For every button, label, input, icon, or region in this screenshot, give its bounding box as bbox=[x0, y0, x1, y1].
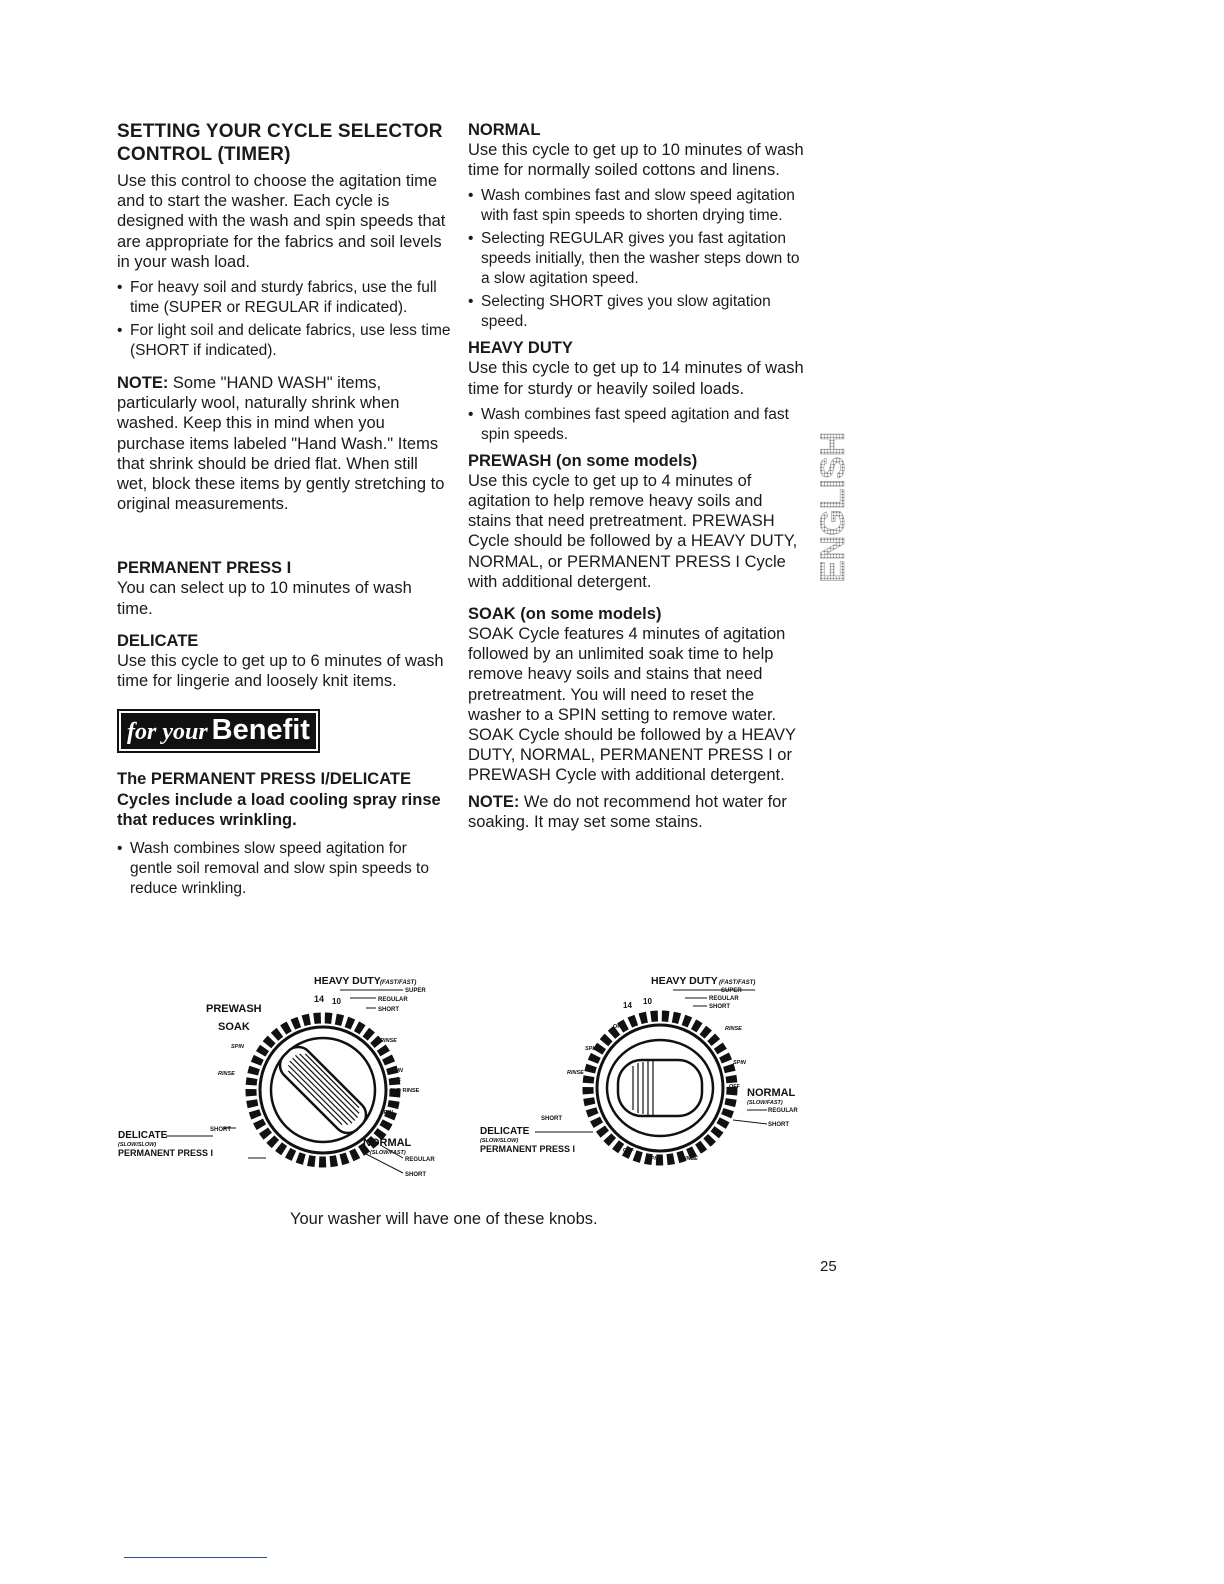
prewash-text: Use this cycle to get up to 4 minutes of agitation to help remove heavy soils and stains that need pretreatment. PREWASH Cycle should be followed by a HEAVY DUTY, NORMAL, or PERMANENT PRESS I Cycle with additional detergent. bbox=[468, 471, 798, 591]
perm-press-text: You can select up to 10 minutes of wash time. bbox=[117, 579, 412, 618]
hand-wash-note bbox=[117, 373, 452, 514]
knob-label-delicate: DELICATE bbox=[480, 1126, 530, 1137]
intro-paragraph: Use this control to choose the agitation time and to start the washer. Each cycle is designed with the wash and spin speeds that are appropriate for the fabrics and soil levels in your wash load. bbox=[117, 172, 446, 271]
knob-label-heavy-speed: (FAST/FAST) bbox=[380, 980, 417, 986]
perm-press-heading: PERMANENT PRESS I bbox=[117, 559, 292, 578]
prewash-heading: PREWASH (on some models) bbox=[468, 451, 698, 470]
knob-label-regular-top: REGULAR bbox=[378, 997, 408, 1003]
intro-bullet-list bbox=[117, 278, 452, 361]
knob-label-regular-bottom: REGULAR bbox=[405, 1157, 435, 1163]
knob-label-heavy-duty: HEAVY DUTY bbox=[314, 975, 381, 987]
knob-label-off-right: OFF bbox=[729, 1084, 740, 1090]
knob-label-short-bottom: SHORT bbox=[405, 1172, 426, 1178]
left-column bbox=[117, 120, 452, 905]
knob-label-regular-top: REGULAR bbox=[709, 996, 739, 1002]
knob-label-heavy-speed: (FAST/FAST) bbox=[719, 980, 756, 986]
knob-label-off-top: OFF bbox=[613, 1024, 624, 1030]
note-text: Some "HAND WASH" items, particularly wool, naturally shrink when washed. Keep this in mind when you purchase items labeled "Hand Wash." Items that shrink should be dried flat. When still wet, block these items by gently stretching to original measurements. bbox=[117, 374, 445, 514]
knob-label-14: 14 bbox=[314, 994, 325, 1004]
knob-label-delicate: DELICATE bbox=[118, 1130, 168, 1141]
normal-text: Use this cycle to get up to 10 minutes of wash time for normally soiled cottons and linens. bbox=[468, 141, 804, 180]
knob-label-spin-lower: SPIN bbox=[380, 1110, 393, 1116]
right-column bbox=[468, 120, 808, 838]
list-item: • For light soil and delicate fabrics, use less time (SHORT if indicated). bbox=[117, 321, 452, 361]
soak-text: SOAK Cycle features 4 minutes of agitation followed by an unlimited soak time to help remove heavy soils and stains that need pretreatment. You will need to reset the washer to a SPIN setting to remove water. SOAK Cycle should be followed by a HEAVY DUTY, NORMAL, PERMANENT PRESS I or PREWASH Cycle with additional detergent. bbox=[468, 625, 796, 785]
soak-heading: SOAK (on some models) bbox=[468, 605, 662, 624]
knob-label-spin-left: SPIN bbox=[231, 1044, 244, 1050]
knob-label-rinse-bottom: RINSE bbox=[681, 1156, 698, 1162]
delicate-text: Use this cycle to get up to 6 minutes of wash time for lingerie and loosely knit items. bbox=[117, 651, 444, 691]
knob-label-rinse-right: RINSE bbox=[725, 1026, 742, 1032]
language-side-tab bbox=[814, 405, 854, 585]
knob-label-off: OFF bbox=[390, 1078, 401, 1084]
knob-label-spin-left: SPIN bbox=[585, 1046, 598, 1052]
knob-label-short-left: SHORT bbox=[541, 1116, 562, 1122]
knob-label-rinse-left: RINSE bbox=[218, 1071, 235, 1077]
knob-label-10: 10 bbox=[643, 997, 652, 1006]
list-item: • Wash combines slow speed agitation for gentle soil removal and slow spin speeds to reduce wrinkling. bbox=[117, 839, 452, 899]
knob-label-rinse-left: RINSE bbox=[567, 1070, 584, 1076]
delicate-heading: DELICATE bbox=[117, 631, 199, 650]
knob-grip bbox=[618, 1060, 702, 1116]
knob-label-rinse-right: RINSE bbox=[380, 1038, 397, 1044]
list-item: • Wash combines fast and slow speed agitation with fast spin speeds to shorten drying time. bbox=[468, 186, 808, 226]
knob-label-delicate-speed: (SLOW/SLOW) bbox=[480, 1138, 519, 1144]
list-item: • For heavy soil and sturdy fabrics, use the full time (SUPER or REGULAR if indicated). bbox=[117, 278, 452, 318]
knob-label-spin-right: SPIN bbox=[390, 1068, 403, 1074]
knob-label-2nd-rinse: 2ND RINSE bbox=[390, 1088, 420, 1094]
knob-label-14: 14 bbox=[623, 1001, 632, 1010]
knob-label-off-bottom: OFF bbox=[623, 1148, 634, 1154]
knob-label-super: SUPER bbox=[721, 988, 742, 994]
knob-label-heavy-duty: HEAVY DUTY bbox=[651, 975, 718, 987]
knob-label-short-left: SHORT bbox=[210, 1127, 231, 1133]
heavy-duty-text: Use this cycle to get up to 14 minutes of wash time for sturdy or heavily soiled loads. bbox=[468, 359, 804, 398]
benefit-heading: The PERMANENT PRESS I/DELICATE Cycles include a load cooling spray rinse that reduces wrinkling. bbox=[117, 770, 441, 830]
knob-label-spin-right: SPIN bbox=[733, 1060, 746, 1066]
knob-label-perm-press: PERMANENT PRESS I bbox=[118, 1148, 214, 1158]
knob-label-short-top: SHORT bbox=[378, 1007, 399, 1013]
knob-label-10: 10 bbox=[332, 997, 341, 1006]
knob-label-normal-speed: (SLOW/FAST) bbox=[747, 1100, 783, 1106]
benefit-badge-prefix: for your bbox=[127, 719, 208, 746]
knob-label-normal: NORMAL bbox=[747, 1087, 796, 1099]
normal-heading: NORMAL bbox=[468, 121, 541, 139]
knob-label-regular-right: REGULAR bbox=[768, 1108, 798, 1114]
for-your-benefit-badge bbox=[117, 709, 320, 753]
list-item: • Selecting REGULAR gives you fast agitation speeds initially, then the washer steps down to a slow agitation speed. bbox=[468, 229, 808, 289]
heavy-duty-bullet-list bbox=[468, 405, 808, 445]
section-title: SETTING YOUR CYCLE SELECTOR CONTROL (TIMER) bbox=[117, 121, 443, 165]
benefit-badge-word: Benefit bbox=[211, 714, 310, 747]
knob-label-super: SUPER bbox=[405, 988, 426, 994]
note-label: NOTE: bbox=[468, 792, 520, 811]
heavy-duty-heading: HEAVY DUTY bbox=[468, 339, 573, 358]
benefit-bullet-list bbox=[117, 839, 452, 899]
side-tab-label: ENGLISH bbox=[814, 431, 852, 583]
timer-knob-diagram-2 bbox=[475, 968, 805, 1183]
list-item: • Wash combines fast speed agitation and fast spin speeds. bbox=[468, 405, 808, 445]
note-text: We do not recommend hot water for soaking. It may set some stains. bbox=[468, 792, 787, 831]
normal-bullet-list bbox=[468, 186, 808, 332]
timer-knob-diagram-1 bbox=[118, 968, 448, 1183]
knob-label-delicate-speed: (SLOW/SLOW) bbox=[118, 1142, 157, 1148]
knob-label-normal-speed: (SLOW/FAST) bbox=[370, 1150, 406, 1156]
list-item: • Selecting SHORT gives you slow agitation speed. bbox=[468, 292, 808, 332]
page-number: 25 bbox=[820, 1258, 837, 1275]
knob-label-prewash: PREWASH bbox=[206, 1003, 262, 1015]
knob-label-short-top: SHORT bbox=[709, 1004, 730, 1010]
knob-label-normal: NORMAL bbox=[363, 1137, 412, 1149]
knob-label-soak: SOAK bbox=[218, 1021, 250, 1033]
knob-label-short-right: SHORT bbox=[768, 1122, 789, 1128]
soak-note bbox=[468, 792, 808, 832]
note-label: NOTE: bbox=[117, 374, 169, 393]
knob-caption: Your washer will have one of these knobs. bbox=[290, 1210, 598, 1228]
knob-label-spin-bottom: SPIN bbox=[647, 1156, 660, 1162]
knob-label-perm-press: PERMANENT PRESS I bbox=[480, 1144, 576, 1154]
footer-rule bbox=[124, 1557, 267, 1558]
